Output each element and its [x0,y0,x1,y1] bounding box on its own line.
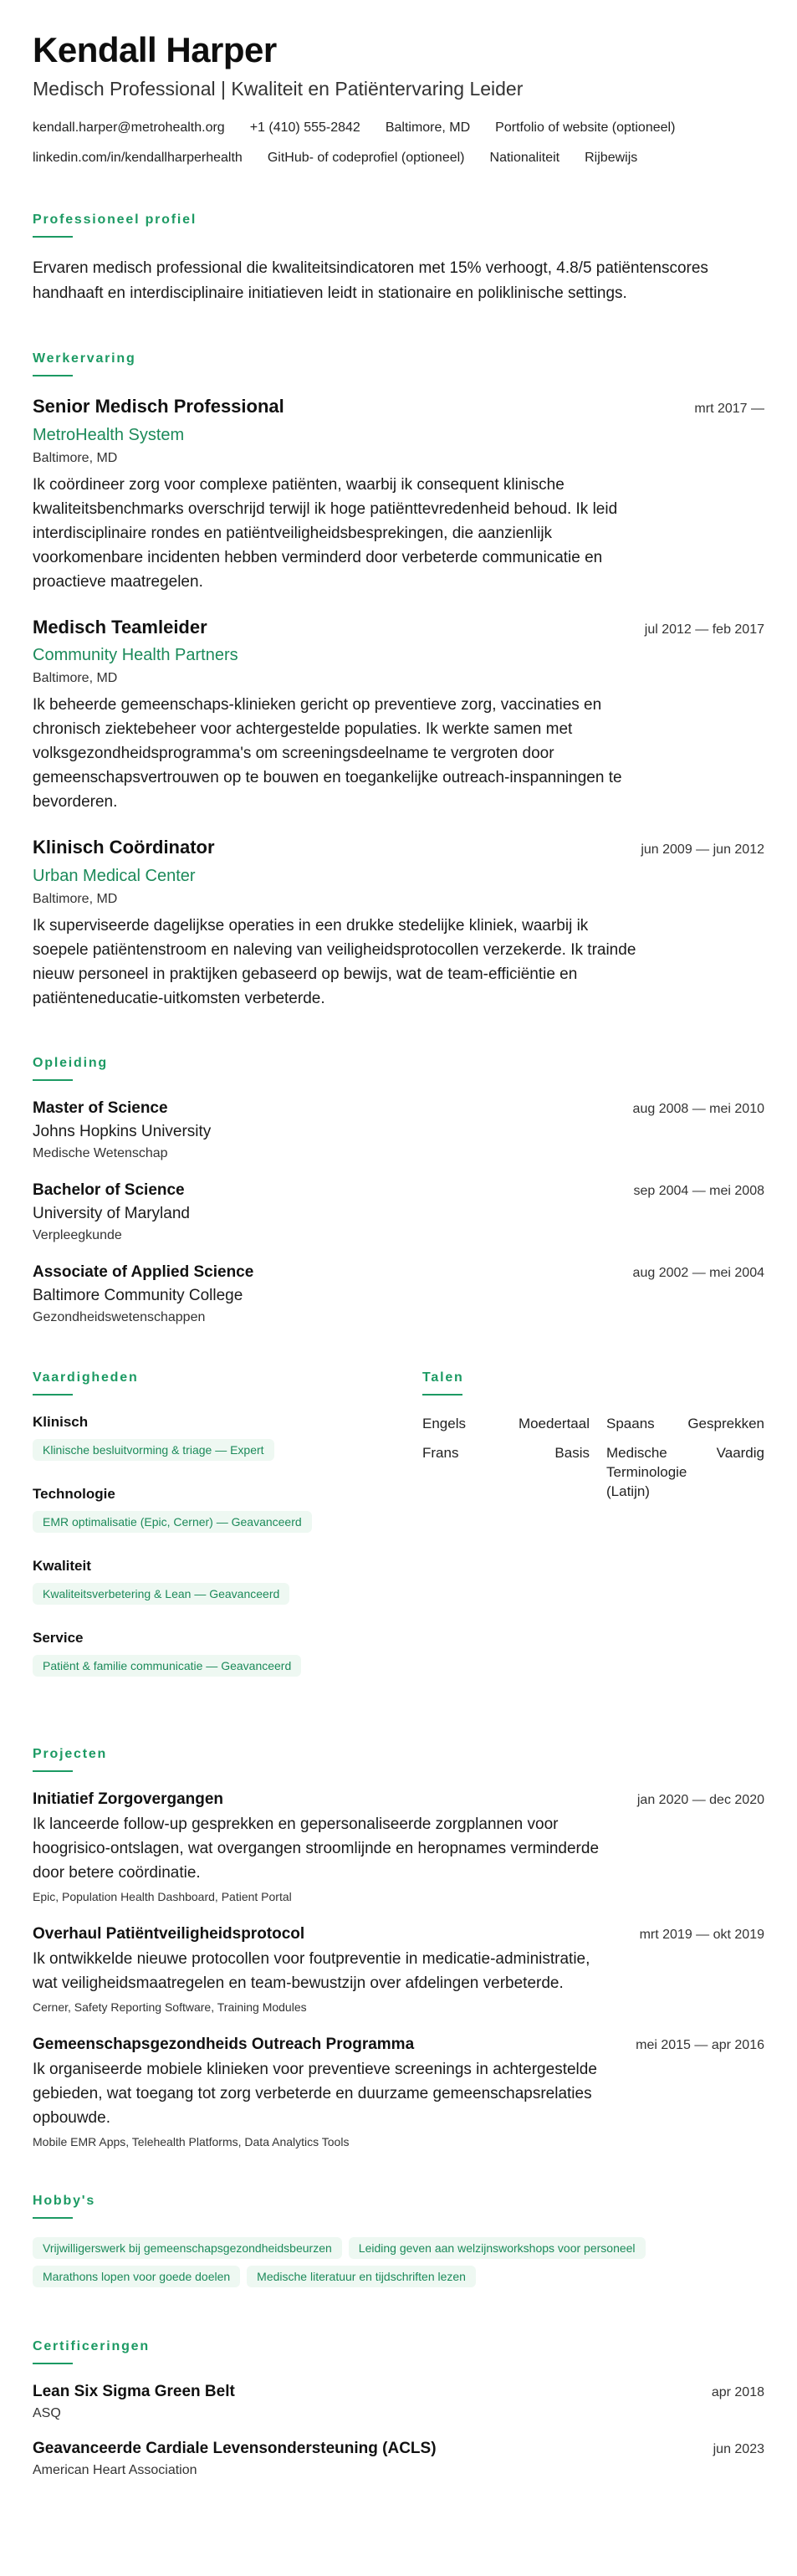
school-name: University of Maryland [33,1204,190,1222]
language-item [590,1443,764,1501]
skill-category: Klinisch [33,1413,89,1430]
education-date: aug 2008 — mei 2010 [632,1101,764,1116]
section-divider [33,2363,73,2364]
certifications-section [33,2339,764,2478]
certification-name: Lean Six Sigma Green Belt [33,2382,235,2400]
section-divider [33,1770,73,1772]
section-title: Vaardigheden [33,1370,139,1385]
school-name: Baltimore Community College [33,1286,243,1304]
skill-tag: Kwaliteitsverbetering & Lean — Geavanceerd [33,1583,289,1605]
experience-section [33,351,764,1011]
study-field: Gezondheidswetenschappen [33,1309,206,1324]
job-title: Senior Medisch Professional [33,396,284,417]
experience-entry [33,616,764,815]
project-title: Overhaul Patiëntveiligheidsprotocol [33,1924,305,1943]
section-title: Projecten [33,1746,108,1761]
profile-section [33,213,764,306]
certification-date: jun 2023 [713,2441,764,2456]
study-field: Medische Wetenschap [33,1145,168,1160]
section-title: Professioneel profiel [33,213,197,228]
education-section [33,1056,764,1325]
section-divider [33,1394,73,1396]
language-level: Basis [554,1444,590,1461]
language-level: Moedertaal [518,1415,590,1431]
skill-group [33,1630,422,1683]
skill-group [33,1558,422,1611]
project-tools: Mobile EMR Apps, Telehealth Platforms, Data Analytics Tools [33,2134,350,2148]
contact-list [33,119,764,167]
profile-summary: Ervaren medisch professional die kwaliteitsindicatoren met 15% verhoogt, 4.8/5 patiëntenscores handhaaft en interdisciplinaire initiatieven leidt in stationaire en poliklinische settings. [33,259,708,303]
project-tools: Cerner, Safety Reporting Software, Training Modules [33,2000,307,2014]
education-entry [33,1099,764,1161]
projects-section [33,1747,764,2148]
education-entry [33,1181,764,1243]
section-divider [422,1394,462,1396]
skills-section [33,1370,422,1702]
skill-category: Technologie [33,1485,115,1502]
section-title: Talen [422,1370,464,1385]
section-divider [33,1079,73,1081]
language-level: Gesprekken [687,1415,764,1431]
hobby-tag: Marathons lopen voor goede doelen [33,2266,240,2287]
certification-name: Geavanceerde Cardiale Levensondersteuning (ACLS) [33,2439,437,2457]
contact-license: Rijbewijs [585,151,638,166]
contact-github[interactable]: GitHub- of codeprofiel (optioneel) [267,151,465,166]
job-title: Klinisch Coördinator [33,837,215,858]
skill-tag: Patiënt & familie communicatie — Geavanceerd [33,1655,301,1677]
project-date: jan 2020 — dec 2020 [636,1792,764,1807]
job-employer: Urban Medical Center [33,866,196,885]
skill-group [33,1486,422,1539]
skill-category: Kwaliteit [33,1557,91,1574]
hobbies-section [33,2194,764,2294]
section-divider [33,236,73,238]
language-item [422,1443,590,1501]
project-entry [33,1790,764,1903]
language-level: Vaardig [716,1444,764,1461]
resume-header [33,30,764,167]
languages-section [422,1370,764,1702]
skill-tag: EMR optimalisatie (Epic, Cerner) — Geavanceerd [33,1511,312,1533]
project-entry [33,1925,764,2014]
certification-entry [33,2383,764,2421]
job-description: Ik superviseerde dagelijkse operaties in een drukke stedelijke kliniek, waarbij ik soepele patiëntenstroom en naleving van veiligheidsprotocollen verzekerde. Ik trainde nieuw personeel in praktijken gebaseerd op bewijs, wat de team-efficiëntie en patiënteneducatie-uitkomsten verbeterde. [33,916,636,1007]
project-title: Initiatief Zorgovergangen [33,1790,224,1808]
job-date: mrt 2017 — [694,402,764,417]
skills-languages-row [33,1370,764,1702]
contact-linkedin[interactable]: linkedin.com/in/kendallharperhealth [33,151,243,166]
contact-portfolio[interactable]: Portfolio of website (optioneel) [495,120,676,136]
certification-date: apr 2018 [711,2384,764,2399]
section-title: Certificeringen [33,2338,150,2353]
language-list [422,1414,764,1501]
project-entry [33,2036,764,2148]
language-name: Medische Terminologie (Latijn) [606,1444,687,1499]
project-description: Ik organiseerde mobiele klinieken voor preventieve screenings in achtergestelde gebieden, wat toegang tot zorg verbeterde en duurzame gemeenschapsrelaties opbouwde. [33,2060,597,2127]
project-tools: Epic, Population Health Dashboard, Patient Portal [33,1889,292,1903]
job-title: Medisch Teamleider [33,616,207,638]
hobby-list [33,2237,764,2294]
education-date: sep 2004 — mei 2008 [633,1183,764,1198]
job-location: Baltimore, MD [33,891,118,906]
project-description: Ik ontwikkelde nieuwe protocollen voor foutpreventie in medicatie-administratie, wat veiligheidsmaatregelen en team-bewustzijn over afdelingen verbeterde. [33,1949,590,1992]
contact-phone[interactable]: +1 (410) 555-2842 [249,120,360,136]
contact-email[interactable]: kendall.harper@metrohealth.org [33,120,225,136]
skill-tag: Klinische besluitvorming & triage — Expert [33,1439,274,1461]
section-title: Hobby's [33,2193,96,2208]
education-date: aug 2002 — mei 2004 [632,1265,764,1280]
section-title: Opleiding [33,1055,108,1070]
contact-location: Baltimore, MD [385,120,471,136]
experience-entry [33,836,764,1011]
hobby-tag: Medische literatuur en tijdschriften lezen [247,2266,476,2287]
job-location: Baltimore, MD [33,450,118,465]
certification-issuer: ASQ [33,2405,61,2420]
language-name: Spaans [606,1415,655,1431]
language-item [590,1414,764,1433]
language-item [422,1414,590,1433]
school-name: Johns Hopkins University [33,1122,212,1140]
language-name: Engels [422,1415,466,1431]
candidate-name: Kendall Harper [33,30,277,69]
degree-title: Master of Science [33,1099,168,1117]
section-divider [33,2217,73,2219]
candidate-headline: Medisch Professional | Kwaliteit en Patiëntervaring Leider [33,78,524,100]
job-employer: MetroHealth System [33,425,185,444]
project-date: mei 2015 — apr 2016 [636,2037,764,2052]
experience-entry [33,395,764,594]
project-title: Gemeenschapsgezondheids Outreach Programma [33,2035,415,2053]
project-date: mrt 2019 — okt 2019 [639,1927,764,1942]
job-description: Ik beheerde gemeenschaps-klinieken gericht op preventieve zorg, vaccinaties en chronisch ziektebeheer voor achtergestelde populaties. Ik werkte samen met volksgezondheidsprogramma's om screeningsdeelname te vergroten door gemeenschapsvertrouwen op te bouwen en toegankelijke outreach-inspanningen te bevorderen. [33,696,622,812]
contact-nationality: Nationaliteit [489,151,560,166]
job-location: Baltimore, MD [33,671,118,686]
degree-title: Associate of Applied Science [33,1262,254,1281]
study-field: Verpleegkunde [33,1227,122,1242]
skill-category: Service [33,1629,84,1646]
hobby-tag: Vrijwilligerswerk bij gemeenschapsgezondheidsbeurzen [33,2237,342,2259]
language-name: Frans [422,1444,459,1461]
education-entry [33,1263,764,1325]
skill-group [33,1414,422,1467]
certification-issuer: American Heart Association [33,2462,197,2477]
hobby-tag: Leiding geven aan welzijnsworkshops voor personeel [349,2237,646,2259]
section-divider [33,375,73,376]
job-date: jun 2009 — jun 2012 [641,842,764,858]
project-description: Ik lanceerde follow-up gesprekken en gepersonaliseerde zorgplannen voor hoogrisico-ontslagen, wat overgangen stroomlijnde en heropnames verminderde door betere coördinatie. [33,1815,600,1882]
job-employer: Community Health Partners [33,646,238,665]
degree-title: Bachelor of Science [33,1180,185,1199]
job-date: jul 2012 — feb 2017 [644,622,764,637]
certification-entry [33,2440,764,2478]
section-title: Werkervaring [33,351,136,366]
job-description: Ik coördineer zorg voor complexe patiënten, waarbij ik consequent klinische kwaliteitsbenchmarks overschrijd terwijl ik hoge patiënttevredenheid behoud. Ik leid interdisciplinaire rondes en patiëntveiligheidsbesprekingen, die aanzienlijk voorkomenbare incidenten hebben verminderd door verbeterde communicatie en proactieve maatregelen. [33,475,618,591]
